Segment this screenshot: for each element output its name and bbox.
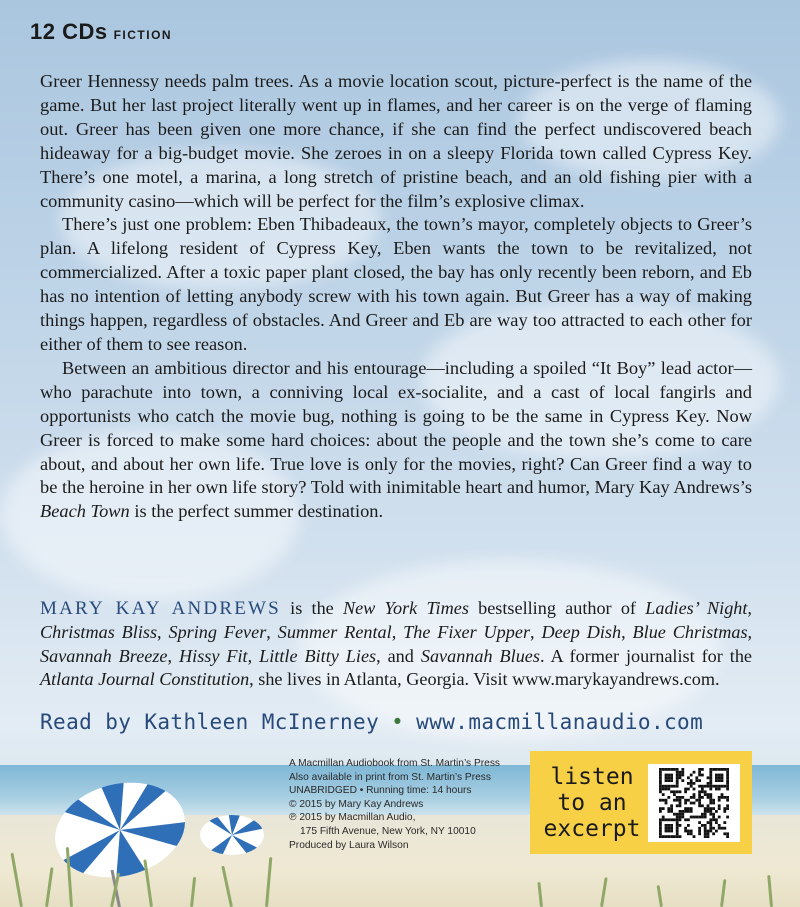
- credit-line: 175 Fifth Avenue, New York, NY 10010: [300, 825, 476, 837]
- listen-excerpt-badge[interactable]: [530, 751, 752, 854]
- credit-line: © 2015 by Mary Kay Andrews: [289, 798, 424, 810]
- book-list-item: Summer Rental: [277, 621, 392, 642]
- synopsis-paragraph: There’s just one problem: Eben Thibadeaux, the town’s mayor, completely objects to Greer’s plan. A lifelong resident of Cypress Key, Eben wants the town to be revitalized, not commercialized. After a toxic paper plant closed, the bay has only recently been reborn, and Eb has no intention of letting anybody screw with his town again. But Greer has a way of making things happen, regardless of obstacles. And Greer and Eb are way too attracted to each other for either of them to see reason.: [40, 214, 752, 354]
- book-list-item: Spring Fever: [168, 621, 267, 642]
- book-list-item: Savannah Breeze: [40, 645, 168, 666]
- narrator-line: [40, 710, 755, 734]
- synopsis-paragraph: Between an ambitious director and his entourage—including a spoiled “It Boy” lead actor—who parachute into town, a conniving local ex-socialite, and a cast of local fangirls and opportunists who catch the movie bug, nothing is going to be the same in Cypress Key. Now Greer is forced to make some hard choices: about the people and the town she’s come to care about, and about her own life. True love is only for the movies, right? Can Greer find a way to be the heroine in her own life story? Told with inimitable heart and humor, Mary Kay Andrews’s Beach Town is the perfect summer destination.: [40, 357, 752, 522]
- publisher-website-link[interactable]: www.macmillanaudio.com: [416, 710, 704, 734]
- book-list-item: Ladies’ Night,: [645, 598, 752, 618]
- credit-line: ℗ 2015 by Macmillan Audio,: [289, 812, 416, 824]
- book-list-item: Little Bitty Lies: [259, 645, 377, 666]
- credit-line: Produced by Laura Wilson: [289, 839, 409, 851]
- book-list-item: The Fixer Upper: [403, 621, 531, 642]
- credit-line: A Macmillan Audiobook from St. Martin’s Press: [289, 758, 501, 769]
- excerpt-label: listen to an excerpt: [543, 764, 641, 842]
- newspaper-name: Atlanta Journal Constitution: [40, 669, 250, 690]
- narrator-credit: Read by Kathleen McInerney: [40, 710, 380, 734]
- publisher-credits: [289, 757, 519, 852]
- bullet-separator: •: [391, 710, 405, 734]
- author-name: MARY KAY ANDREWS: [40, 598, 281, 619]
- synopsis: [40, 70, 752, 524]
- synopsis-paragraph: Greer Hennessy needs palm trees. As a movie location scout, picture-perfect is the name of the game. But her last project literally went up in flames, and her career is on the verge of flaming out. Greer has been given one more chance, if she can find the perfect undiscovered beach hideaway for a big-budget movie. She zeroes in on a sleepy Florida town called Cypress Key. There’s one motel, a marina, a long stretch of pristine beach, and an old fishing pier with a community casino—which will be perfect for the film’s explosive climax.: [40, 71, 752, 211]
- book-title: Beach Town: [40, 501, 130, 522]
- cd-count-label: [30, 19, 172, 45]
- credit-line: Also available in print from St. Martin’s Press: [289, 771, 491, 783]
- book-list-item: Christmas Bliss: [40, 621, 158, 642]
- genre-label: FICTION: [113, 28, 173, 42]
- book-list-item: Deep Dish: [541, 621, 622, 642]
- book-list-item: Hissy Fit: [179, 645, 248, 666]
- author-bio: MARY KAY ANDREWS is the New York Times bestselling author of Ladies’ Night, Christmas Bliss, Spring Fever, Summer Rental, The Fixer Upper, Deep Dish, Blue Christmas, Savannah Breeze, Hissy Fit, Little Bitty Lies, and Savannah Blues. A former journalist for the Atlanta Journal Constitution, she lives in Atlanta, Georgia. Visit www.marykayandrews.com.: [40, 598, 753, 690]
- credit-line: UNABRIDGED • Running time: 14 hours: [289, 785, 472, 797]
- qr-code-icon[interactable]: [648, 764, 740, 842]
- cd-count: 12 CDs: [30, 19, 108, 44]
- book-list-item: Blue Christmas: [632, 621, 748, 642]
- book-list-item: Savannah Blues: [420, 645, 540, 666]
